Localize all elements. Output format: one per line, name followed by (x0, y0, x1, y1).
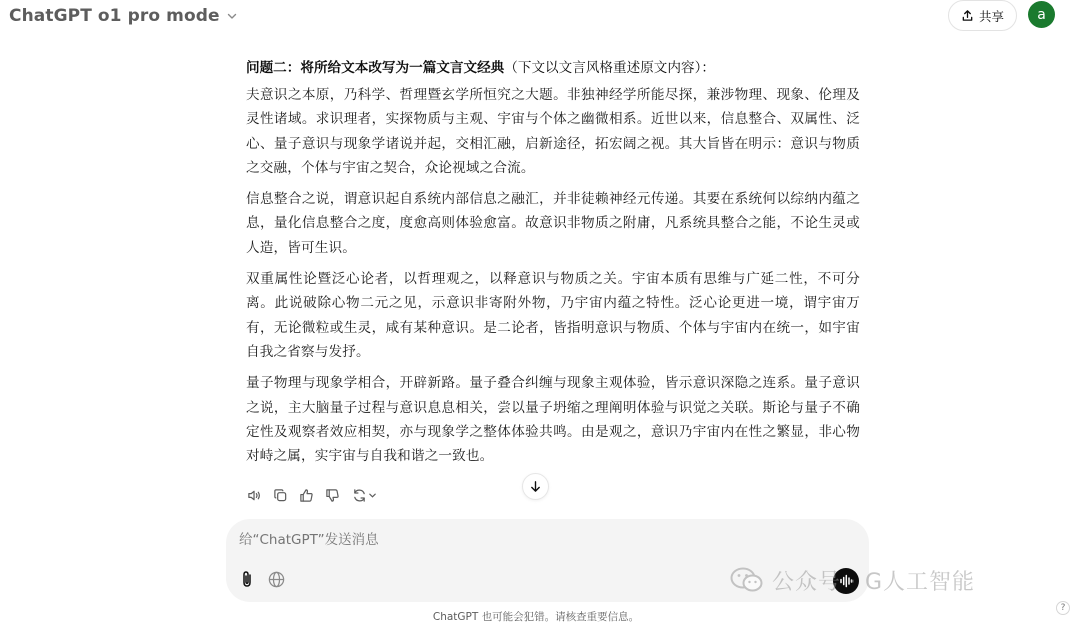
read-aloud-button[interactable] (246, 487, 263, 504)
message-heading (246, 56, 860, 80)
watermark-text: 公众号 · G人工智能 (772, 569, 976, 595)
paragraph-4: 量子物理与现象学相合，开辟新路。量子叠合纠缠与现象主观体验，皆示意识深隐之连系。量子意识之说，主大脑量子过程与意识息息相关，尝以量子坍缩之理阐明体验与识觉之关联。斯论与量子不确定性及观察者效应相契，亦与现象学之整体体验共鸣。由是观之，意识乃宇宙内在性之繁显，非心物对峙之属，实宇宙与自我和谐之一致也。 (246, 375, 860, 465)
regenerate-button[interactable] (350, 487, 378, 504)
refresh-icon (352, 488, 367, 503)
footer-disclaimer: ChatGPT 也可能会犯错。请核查重要信息。 (432, 611, 640, 623)
speaker-icon (247, 488, 262, 503)
share-button[interactable] (948, 0, 1017, 31)
chevron-down-icon (368, 491, 377, 500)
assistant-message (246, 56, 860, 475)
watermark (730, 563, 975, 597)
avatar-initial: a (1037, 6, 1046, 23)
message-input[interactable] (239, 530, 739, 550)
paragraph-2: 信息整合之说，谓意识起自系统内部信息之融汇，并非徒赖神经元传递。其要在系统何以综纳内蕴之息，量化信息整合之度，度愈高则体验愈富。故意识非物质之附庸，凡系统具整合之能，不论生灵或人造，皆可生识。 (246, 191, 860, 256)
arrow-down-icon (529, 480, 542, 493)
thumbs-down-icon (325, 488, 340, 503)
message-actions (246, 485, 378, 505)
heading-note: （下文以文言风格重述原文内容）： (504, 60, 715, 76)
avatar[interactable] (1028, 1, 1055, 28)
chevron-down-icon (226, 10, 238, 22)
scroll-to-bottom-button[interactable] (522, 473, 549, 500)
copy-button[interactable] (272, 487, 289, 504)
thumbs-up-button[interactable] (298, 487, 315, 504)
heading-bold: 问题二：将所给文本改写为一篇文言文经典 (246, 60, 505, 76)
globe-icon[interactable] (267, 570, 286, 589)
model-title: ChatGPT o1 pro mode (9, 6, 220, 26)
paragraph-3: 双重属性论暨泛心论者，以哲理观之，以释意识与物质之关。宇宙本质有思维与广延二性，不可分离。此说破除心物二元之见，示意识非寄附外物，乃宇宙内蕴之特性。泛心论更进一境，谓宇宙万有，无论微粒或生灵，咸有某种意识。是二论者，皆指明意识与物质、个体与宇宙内在统一，如宇宙自我之省察与发抒。 (246, 271, 860, 360)
wechat-logo-icon (730, 567, 764, 593)
paperclip-icon[interactable] (237, 569, 257, 589)
upload-icon (961, 9, 974, 22)
thumbs-up-icon (299, 488, 314, 503)
copy-icon (273, 488, 288, 503)
help-button[interactable]: ? (1056, 601, 1070, 615)
paragraph-1: 夫意识之本原，乃科学、哲理暨玄学所恒究之大题。非独神经学所能尽探，兼涉物理、现象、伦理及灵性诸域。求识理者，实探物质与主观、宇宙与个体之幽微相系。近世以来，信息整合、双属性、泛心、量子意识与现象学诸说并起，交相汇融，启新途径，拓宏阔之视。其大旨皆在明示：意识与物质之交融，个体与宇宙之契合，众论视域之合流。 (246, 87, 860, 176)
model-selector[interactable] (9, 5, 238, 27)
share-label: 共享 (978, 8, 1004, 24)
thumbs-down-button[interactable] (324, 487, 341, 504)
